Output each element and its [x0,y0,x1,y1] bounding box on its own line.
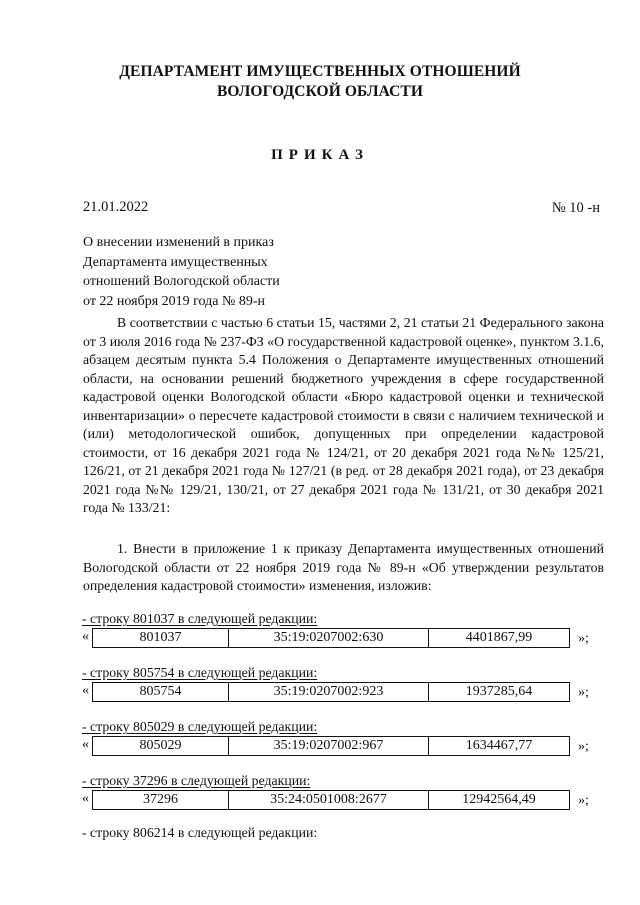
department-line-2: ВОЛОГОДСКОЙ ОБЛАСТИ [216,83,424,100]
department-header [0,62,640,102]
cadastral-number-cell: 35:24:0501008:2677 [229,791,429,809]
cadastral-number-cell: 35:19:0207002:923 [229,683,429,701]
change-table-row [92,682,570,702]
cadastral-value-cell: 1634467,77 [465,738,533,753]
close-quote: »; [578,631,589,646]
open-quote: « [82,629,89,644]
cadastral-number-cell: 35:19:0207002:967 [229,737,429,755]
open-quote: « [82,791,89,806]
change-label: - строку 805029 в следующей редакции: [82,719,318,734]
subject-line: О внесении изменений в приказ [83,235,274,250]
subject-line: от 22 ноября 2019 года № 89-н [83,293,265,309]
item-1-paragraph: 1. Внести в приложение 1 к приказу Департамента имущественных отношений Вологодской области от 22 ноября 2019 года № 89-н «Об утверждении результатов определения кадастровой стоимости» изменения, изложив: [83,541,604,593]
change-label: - строку 806214 в следующей редакции: [82,825,318,840]
row-id-cell: 805754 [93,683,229,701]
change-table-row [92,790,570,810]
close-quote: »; [578,793,589,808]
row-id-cell: 801037 [93,629,229,647]
row-id-cell: 37296 [93,791,229,809]
change-table-row [92,736,570,756]
department-line-1: ДЕПАРТАМЕНТ ИМУЩЕСТВЕННЫХ ОТНОШЕНИЙ [119,63,521,80]
change-row [82,682,612,702]
change-row [82,790,612,810]
change-row [82,628,612,648]
order-title: ПРИКАЗ [271,147,369,163]
change-row [82,736,612,756]
subject-line: отношений Вологодской области [83,274,280,289]
row-id-cell: 805029 [93,737,229,755]
close-quote: »; [578,685,589,700]
change-label: - строку 801037 в следующей редакции: [82,611,318,626]
change-table-row [92,628,570,648]
preamble-paragraph: В соответствии с частью 6 статьи 15, частями 2, 21 статьи 21 Федерального закона от 3 июля 2016 года № 237-ФЗ «О государственной кадастровой оценке», пунктом 3.1.6, абзацем десятым пункта 5.4 Положения о Департаменте имущественных отношений области, на основании решений бюджетного учреждения в сфере государственной кадастровой оценки Вологодской области «Бюро кадастровой оценки и технической инвентаризации» о пересчете кадастровой стоимости в связи с наличием технической и (или) методологической ошибок, допущенных при определении кадастровой стоимости, от 16 декабря 2021 года № 124/21, от 20 декабря 2021 года №№ 125/21, 126/21, от 21 декабря 2021 года № 127/21 (в ред. от 28 декабря 2021 года), от 23 декабря 2021 года №№ 129/21, 130/21, от 27 декабря 2021 года № 131/21, от 30 декабря 2021 года № 133/21: [83,315,604,515]
cadastral-value-cell: 12942564,49 [462,792,536,807]
close-quote: »; [578,739,589,754]
cadastral-value-cell: 4401867,99 [465,630,533,645]
order-subject [83,233,383,311]
open-quote: « [82,737,89,752]
subject-line: Департамента имущественных [83,254,268,270]
change-label: - строку 37296 в следующей редакции: [82,773,311,788]
order-date: 21.01.2022 [83,199,149,215]
cadastral-value-cell: 1937285,64 [465,684,533,699]
order-number: № 10 -н [551,200,600,216]
cadastral-number-cell: 35:19:0207002:630 [229,629,429,647]
change-label: - строку 805754 в следующей редакции: [82,665,318,680]
open-quote: « [82,683,89,698]
